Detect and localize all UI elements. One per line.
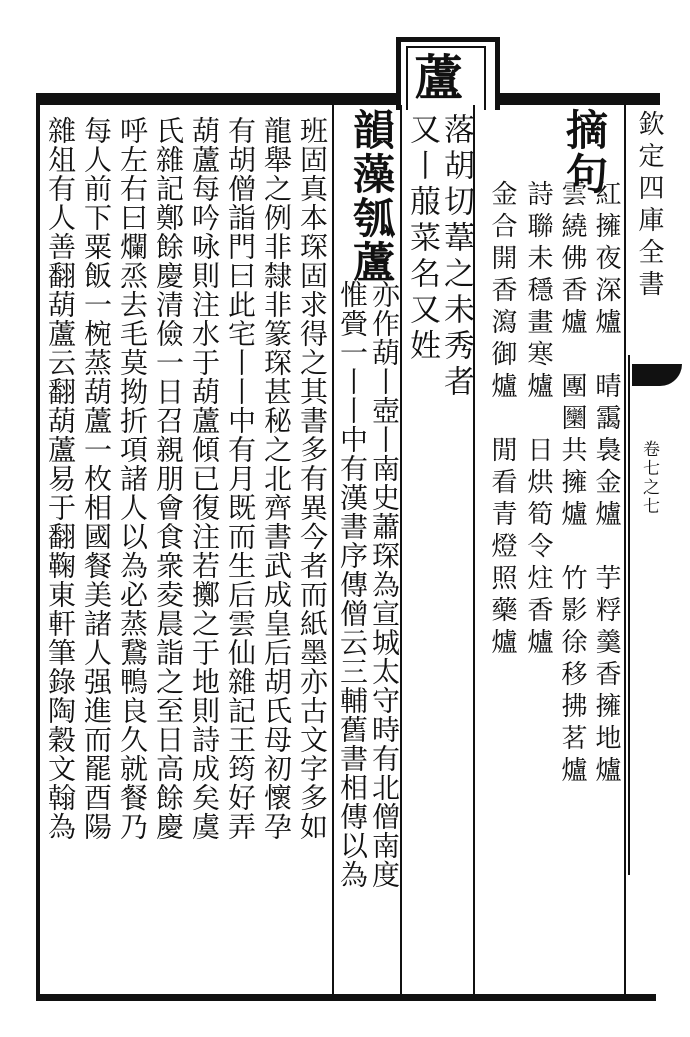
verse-line: 詩聯未穩畫寒爐 日烘筍令炷香爐 xyxy=(523,180,553,660)
section-subtitle: 瓠蘆 xyxy=(347,196,396,284)
section-title-zhaiju: 摘句 xyxy=(560,108,609,196)
book-title: 欽定四庫全書 xyxy=(634,110,664,302)
frame-bottom-border xyxy=(36,994,656,1001)
frame-top-border xyxy=(36,93,660,103)
text-column: 班固真本琛固求得之其書多有異今者而紙墨亦古文字多如 xyxy=(296,116,329,841)
text-column: 有胡僧詣門曰此宅丨丨中有月既而生后雲仙雜記王筠好弄 xyxy=(224,116,257,841)
head-word: 蘆 xyxy=(406,52,462,105)
fish-tail-mark xyxy=(632,364,682,386)
verse-line: 雲繞佛香爐 團圞共擁爐 竹影徐移拂茗爐 xyxy=(557,180,587,788)
volume-label: 卷七之七 xyxy=(639,440,659,516)
verse-line: 金合開香瀉御爐 閒看青燈照藥爐 xyxy=(487,180,517,660)
column-rule xyxy=(624,105,626,995)
text-column: 龍舉之例非隸非篆琛甚秘之北齊書武成皇后胡氏母初懷孕 xyxy=(260,116,293,841)
text-column: 葫蘆每吟咏則注水于葫蘆傾已復注若擲之于地則詩成矣虞 xyxy=(188,116,221,841)
entry-line: 又丨菔菜名又姓 xyxy=(404,113,440,365)
text-column: 每人前下粟飯一椀蒸葫蘆一枚相國餐美諸人强進而罷酉陽 xyxy=(80,116,113,841)
frame-left-border xyxy=(36,93,40,1001)
verse-line: 紅擁夜深爐 晴靄裊金爐 芋粰羹香擁地爐 xyxy=(591,180,621,788)
margin-rule xyxy=(628,355,630,875)
entry-line: 落胡切葦之未秀者 xyxy=(438,113,474,401)
text-column: 亦作葫丨壺丨南史蕭琛為宣城太守時有北僧南度 xyxy=(368,280,401,889)
text-column: 氏雜記鄭餘慶清儉一日召親朋會食衆夌晨詣之至日高餘慶 xyxy=(152,116,185,841)
text-column: 惟賫一丨丨中有漢書序傳僧云三輔舊書相傳以為 xyxy=(336,280,369,889)
section-title-yunzao: 韻藻 xyxy=(347,108,396,196)
text-column: 呼左右曰爛烝去毛莫拗折項諸人以為必蒸鵞鴨良久就餐乃 xyxy=(116,116,149,841)
frame-inner-border xyxy=(40,103,660,105)
text-column: 雜俎有人善翻葫蘆云翻葫蘆易于翻鞠東軒筆錄陶穀文翰為 xyxy=(44,116,77,841)
